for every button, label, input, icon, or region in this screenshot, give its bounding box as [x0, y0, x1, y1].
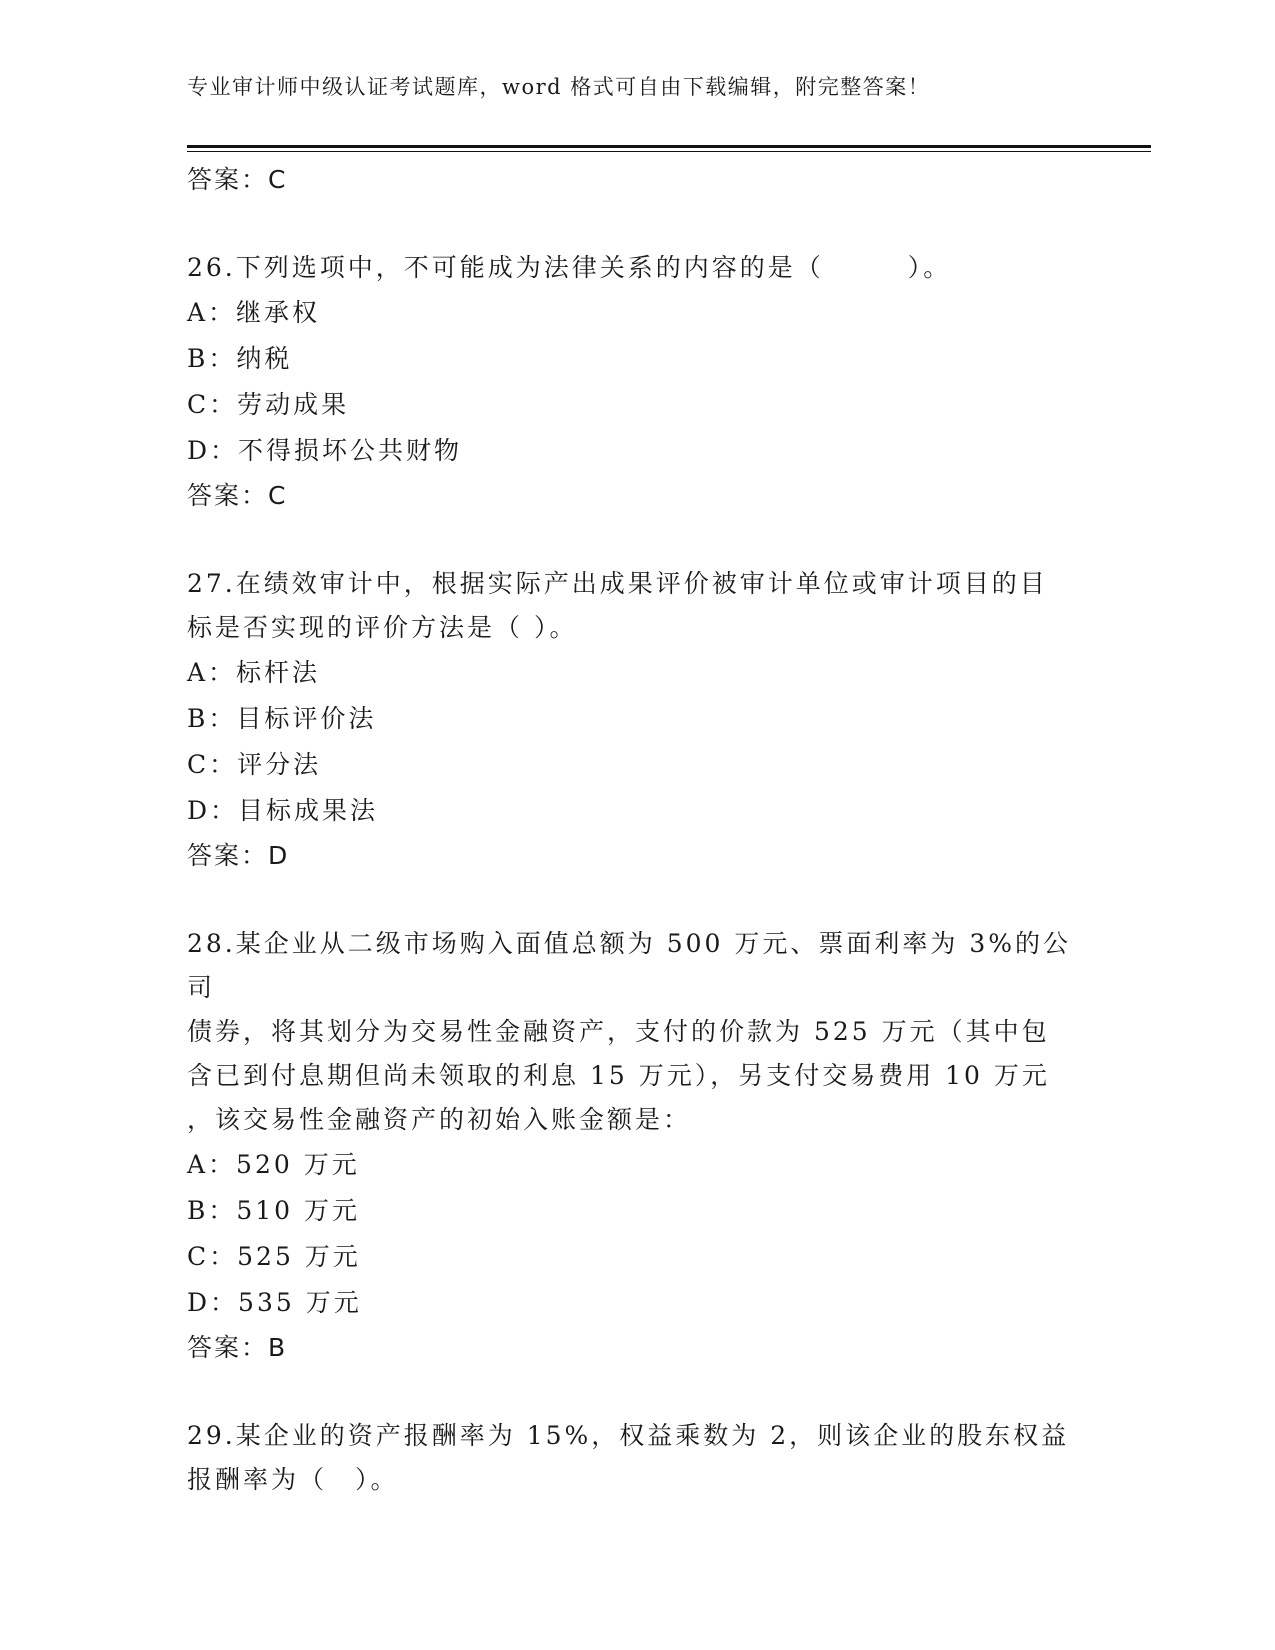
question-text-line: 29.某企业的资产报酬率为 15%，权益乘数为 2，则该企业的股东权益 [187, 1421, 1070, 1450]
question-text-line: 标是否实现的评价方法是（ ）。 [187, 613, 578, 642]
question-answer: 答案：D [187, 841, 290, 870]
question-text-line: ，该交易性金融资产的初始入账金额是： [187, 1105, 692, 1134]
question-answer: 答案：B [187, 1333, 288, 1362]
answer-option: A：继承权 [187, 298, 321, 327]
question-answer: 答案：C [187, 481, 288, 510]
question-block [187, 1414, 1087, 1502]
question-list [187, 158, 1087, 1502]
question-text-line: 含已到付息期但尚未领取的利息 15 万元），另支付交易费用 10 万元 [187, 1061, 1050, 1090]
answer-option: B：510 万元 [187, 1196, 361, 1225]
answer-option: D：目标成果法 [187, 796, 379, 825]
question-block [187, 562, 1087, 878]
answer-option: B：目标评价法 [187, 704, 377, 733]
answer-option: D：不得损坏公共财物 [187, 436, 463, 465]
answer-option: B：纳税 [187, 344, 293, 373]
answer-option: A：标杆法 [187, 658, 321, 687]
questions-container [187, 246, 1087, 1502]
answer-option: C：劳动成果 [187, 390, 350, 419]
answer-option: D：535 万元 [187, 1288, 362, 1317]
question-block [187, 922, 1087, 1370]
question-text-line: 债券，将其划分为交易性金融资产，支付的价款为 525 万元（其中包 [187, 1017, 1050, 1046]
answer-option: A：520 万元 [187, 1150, 360, 1179]
question-text-line: 报酬率为（ ）。 [187, 1465, 399, 1494]
previous-answer: 答案：C [187, 165, 288, 194]
header-rule-thin [187, 151, 1151, 152]
question-text-line: 28.某企业从二级市场购入面值总额为 500 万元、票面利率为 3%的公司 [187, 929, 1071, 1002]
question-block [187, 246, 1087, 518]
answer-option: C：评分法 [187, 750, 322, 779]
answer-option: C：525 万元 [187, 1242, 361, 1271]
question-text-line: 27.在绩效审计中，根据实际产出成果评价被审计单位或审计项目的目 [187, 569, 1048, 598]
page-header: 专业审计师中级认证考试题库，word 格式可自由下载编辑，附完整答案！ [187, 75, 931, 99]
header-rule-thick [187, 145, 1151, 148]
question-text-line: 26.下列选项中，不可能成为法律关系的内容的是（ ）。 [187, 253, 952, 282]
